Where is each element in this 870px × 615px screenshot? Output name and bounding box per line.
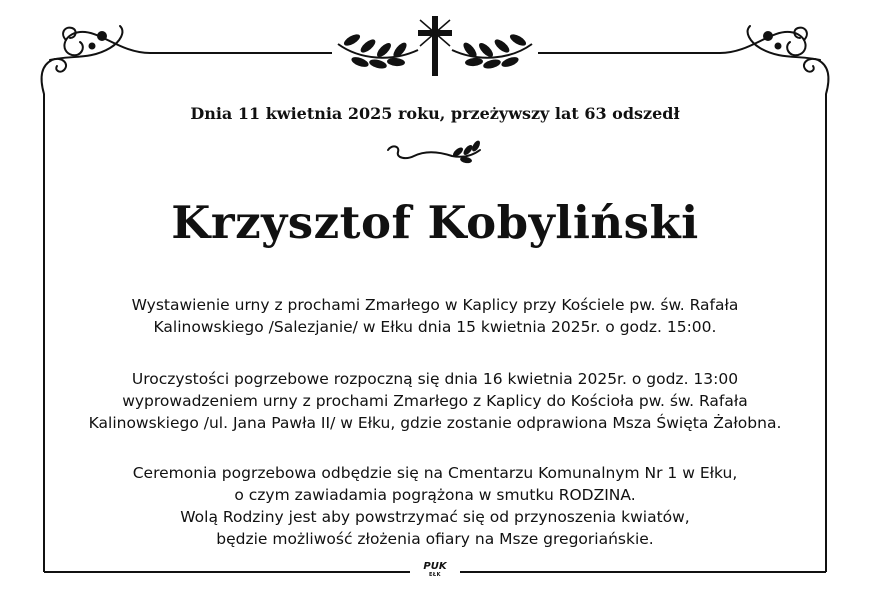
text-line: o czym zawiadamia pogrążona w smutku RODZINA. — [234, 486, 636, 504]
flourish-icon — [720, 26, 828, 94]
text-line: wyprowadzeniem urny z prochami Zmarłego z Kaplicy do Kościoła pw. św. Rafała — [122, 392, 748, 410]
company-logo — [410, 562, 460, 580]
logo-text: PUK — [423, 561, 447, 572]
text-line: będzie możliwość złożenia ofiary na Msze gregoriańskie. — [216, 530, 654, 548]
intro-line: Dnia 11 kwietnia 2025 roku, przeżywszy lat 63 odszedł — [190, 104, 680, 123]
text-line: Uroczystości pogrzebowe rozpoczną się dnia 16 kwietnia 2025r. o godz. 13:00 — [131, 370, 739, 388]
text-line: Wolą Rodziny jest aby powstrzymać się od przynoszenia kwiatów, — [180, 508, 690, 526]
text-line: Kalinowskiego /Salezjanie/ w Ełku dnia 15 kwietnia 2025r. o godz. 15:00. — [153, 318, 717, 336]
vine-divider-icon — [388, 139, 482, 164]
text-line: Ceremonia pogrzebowa odbędzie się na Cmentarzu Komunalnym Nr 1 w Ełku, — [132, 464, 738, 482]
logo-subtext: EŁK — [428, 572, 441, 578]
text-line: Kalinowskiego /ul. Jana Pawła II/ w Ełku, gdzie zostanie odprawiona Msza Święta Żałobna. — [88, 414, 782, 432]
paragraph-viewing — [44, 294, 826, 338]
paragraph-funeral-mass — [44, 368, 826, 434]
paragraph-burial — [44, 462, 826, 550]
flourish-icon — [42, 26, 150, 94]
deceased-name: Krzysztof Kobyliński — [171, 196, 699, 249]
cross-with-laurel-icon — [338, 16, 532, 76]
text-line: Wystawienie urny z prochami Zmarłego w Kaplicy przy Kościele pw. św. Rafała — [131, 296, 739, 314]
